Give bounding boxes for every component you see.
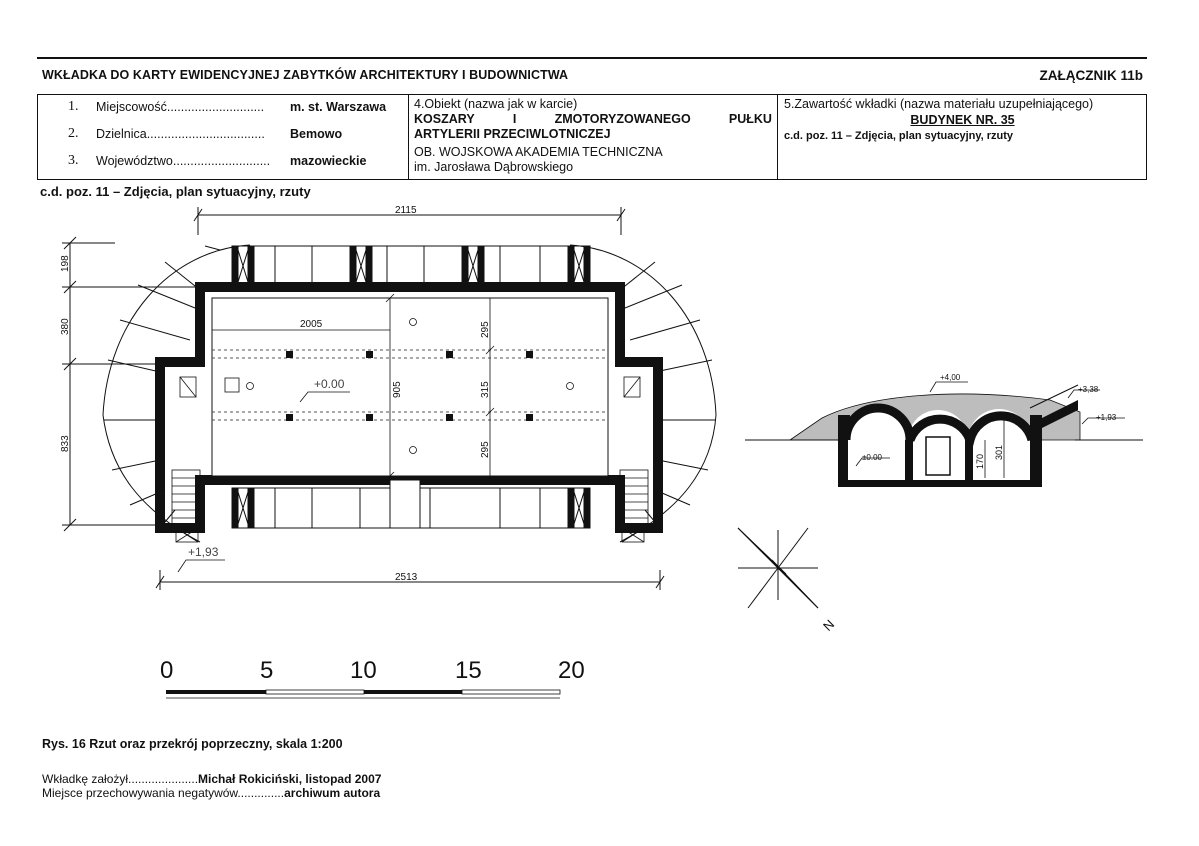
object-name-line1: KOSZARY I ZMOTORYZOWANEGO PUŁKU <box>414 112 772 126</box>
level-section-right-lower: +1,93 <box>1096 413 1117 422</box>
author-value: Michał Rokiciński, listopad 2007 <box>198 772 382 786</box>
level-floor-plan: +0.00 <box>314 377 345 391</box>
dim-inner-width: 905 <box>392 381 403 398</box>
form-title: WKŁADKA DO KARTY EWIDENCYJNEJ ZABYTKÓW ARCHITEKTURY I BUDOWNICTWA <box>42 68 569 82</box>
north-arrow <box>738 528 837 634</box>
north-label: N <box>820 616 838 634</box>
row-number: 1. <box>68 99 79 114</box>
dim-vault: 301 <box>994 444 1004 460</box>
object-name-line2: ARTYLERII PRZECIWLOTNICZEJ <box>414 127 611 141</box>
building-number: BUDYNEK NR. 35 <box>910 113 1015 127</box>
row-label: Miejscowość............................ <box>96 100 265 114</box>
object-label: 4.Obiekt (nazwa jak w karcie) <box>414 97 578 111</box>
cross-section <box>745 373 1143 487</box>
row-number: 3. <box>68 153 79 168</box>
scale-tick-10: 10 <box>350 657 377 684</box>
footer-storage <box>42 786 380 800</box>
dim-inner-length: 2005 <box>300 319 323 330</box>
scale-bar <box>160 657 585 698</box>
figure-caption: Rys. 16 Rzut oraz przekrój poprzeczny, skala 1:200 <box>42 737 343 751</box>
object-location-line1: OB. WOJSKOWA AKADEMIA TECHNICZNA <box>414 145 663 159</box>
dim-bay-1: 295 <box>480 321 491 338</box>
storage-label: Miejsce przechowywania negatywów.............. <box>42 786 285 800</box>
section-heading: c.d. poz. 11 – Zdjęcia, plan sytuacyjny, rzuty <box>40 184 311 199</box>
level-entrance: +1,93 <box>188 545 219 559</box>
footer-author <box>42 772 381 786</box>
row-value: mazowieckie <box>290 154 367 168</box>
scale-tick-0: 0 <box>160 657 174 684</box>
plan-interior <box>212 298 608 476</box>
author-label: Wkładkę założył..................... <box>42 772 199 786</box>
dim-door: 170 <box>975 453 985 469</box>
row-label: Województwo............................ <box>96 154 271 168</box>
annex-label: ZAŁĄCZNIK 11b <box>1039 68 1143 83</box>
row-value: Bemowo <box>290 127 343 141</box>
row-label: Dzielnica.................................. <box>96 127 265 141</box>
row-number: 2. <box>68 126 79 141</box>
dim-bay-3: 295 <box>480 441 491 458</box>
level-section-top: +4,00 <box>940 373 961 382</box>
level-section-right-upper: +3,38 <box>1078 385 1099 394</box>
contents-label: 5.Zawartość wkładki (nazwa materiału uzupełniającego) <box>784 97 1094 111</box>
dim-bay-2: 315 <box>480 381 491 398</box>
dim-overall-top: 2115 <box>395 205 417 216</box>
object-location-line2: im. Jarosława Dąbrowskiego <box>414 160 574 174</box>
contents-description: c.d. poz. 11 – Zdjęcia, plan sytuacyjny, rzuty <box>784 130 1014 142</box>
scale-tick-15: 15 <box>455 657 482 684</box>
dim-left-1: 198 <box>60 255 71 272</box>
level-section-floor: ±0.00 <box>862 453 882 462</box>
row-value: m. st. Warszawa <box>290 100 387 114</box>
scale-tick-5: 5 <box>260 657 274 684</box>
dim-overall-bottom: 2513 <box>395 572 418 583</box>
scale-tick-20: 20 <box>558 657 585 684</box>
storage-value: archiwum autora <box>284 786 381 800</box>
dim-left-3: 833 <box>60 435 71 452</box>
dim-left-2: 380 <box>60 318 71 335</box>
